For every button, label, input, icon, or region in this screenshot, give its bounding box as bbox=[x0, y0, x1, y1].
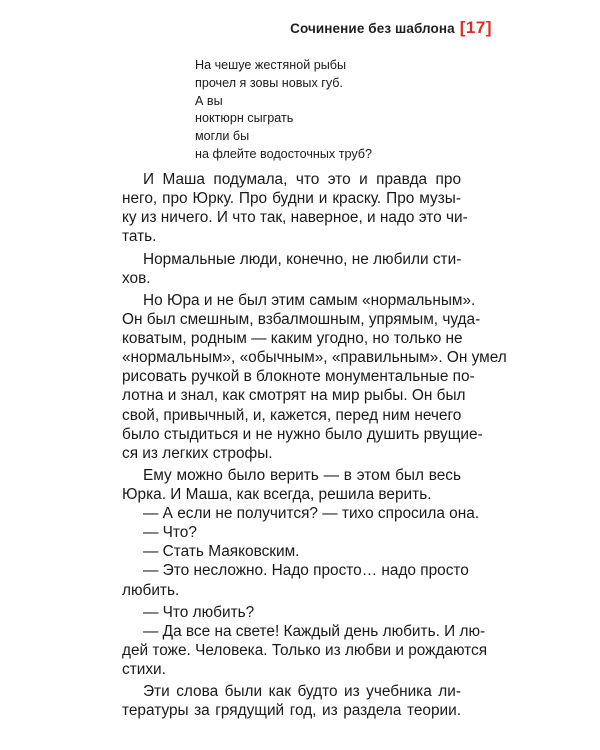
text-line: тературы за грядущий год, из раздела теории. bbox=[122, 702, 461, 720]
poem-line: ноктюрн сыграть bbox=[195, 111, 294, 126]
text-line: Он был смешным, взбалмошным, упрямым, чуда- bbox=[122, 311, 481, 329]
dialogue-line: дей тоже. Человека. Только из любви и рождаются bbox=[122, 642, 488, 659]
poem-line: на флейте водосточных труб? bbox=[195, 146, 372, 161]
text-line: было стыдиться и не нужно было душить рвущие- bbox=[122, 425, 483, 443]
text-line: Нормальные люди, конечно, не любили сти- bbox=[143, 250, 462, 268]
text-line: Но Юра и не был этим самым «нормальным». bbox=[143, 291, 476, 309]
text-line: хов. bbox=[122, 269, 151, 287]
text-line: ся из легких строфы. bbox=[122, 444, 273, 462]
poem-line: На чешуе жестяной рыбы bbox=[195, 58, 347, 72]
text-line: ку из ничего. И что так, наверное, и надо это чи- bbox=[122, 209, 468, 227]
text-line: рисовать ручкой в блокноте монументальные по- bbox=[122, 368, 475, 386]
running-header-title: Сочинение без шаблона bbox=[290, 20, 455, 36]
text-line: И Маша подумала, что это и правда про bbox=[143, 171, 461, 188]
dialogue-line: — А если не получится? — тихо спросила она. bbox=[143, 505, 480, 523]
poem-epigraph bbox=[195, 57, 372, 164]
dialogue-line: любить. bbox=[122, 581, 180, 599]
poem-line: А вы bbox=[195, 93, 223, 108]
text-line: тать. bbox=[122, 228, 157, 246]
dialogue-line: — Стать Маяковским. bbox=[143, 543, 300, 561]
text-line: него, про Юрку. Про будни и краску. Про музы- bbox=[122, 190, 461, 208]
text-line: лотна и знал, как смотрят на мир рыбы. Он был bbox=[122, 387, 466, 405]
text-line: Эти слова были как будто из учебника ли- bbox=[143, 683, 461, 701]
poem-line: прочел я зовы новых губ. bbox=[195, 75, 343, 90]
text-line: Юрка. И Маша, как всегда, решила верить. bbox=[122, 486, 432, 504]
text-line: свой, привычный, и, кажется, перед ним нечего bbox=[122, 406, 462, 424]
dialogue-line: — Что любить? bbox=[143, 603, 255, 621]
text-line: коватым, родным — каким угодно, но только не bbox=[122, 330, 463, 348]
running-header bbox=[290, 18, 492, 38]
dialogue-line: — Это несложно. Надо просто… надо просто bbox=[143, 562, 469, 580]
body-text bbox=[122, 170, 507, 721]
text-line: Ему можно было верить — в этом был весь bbox=[143, 466, 461, 484]
page-number: [17] bbox=[459, 18, 492, 37]
dialogue-line: — Да все на свете! Каждый день любить. И лю- bbox=[143, 622, 486, 640]
text-line: «нормальным», «обычным», «правильным». Он умел bbox=[122, 349, 507, 367]
dialogue-line: — Что? bbox=[143, 524, 197, 542]
dialogue-line: стихи. bbox=[122, 661, 166, 679]
poem-line: могли бы bbox=[195, 129, 250, 144]
